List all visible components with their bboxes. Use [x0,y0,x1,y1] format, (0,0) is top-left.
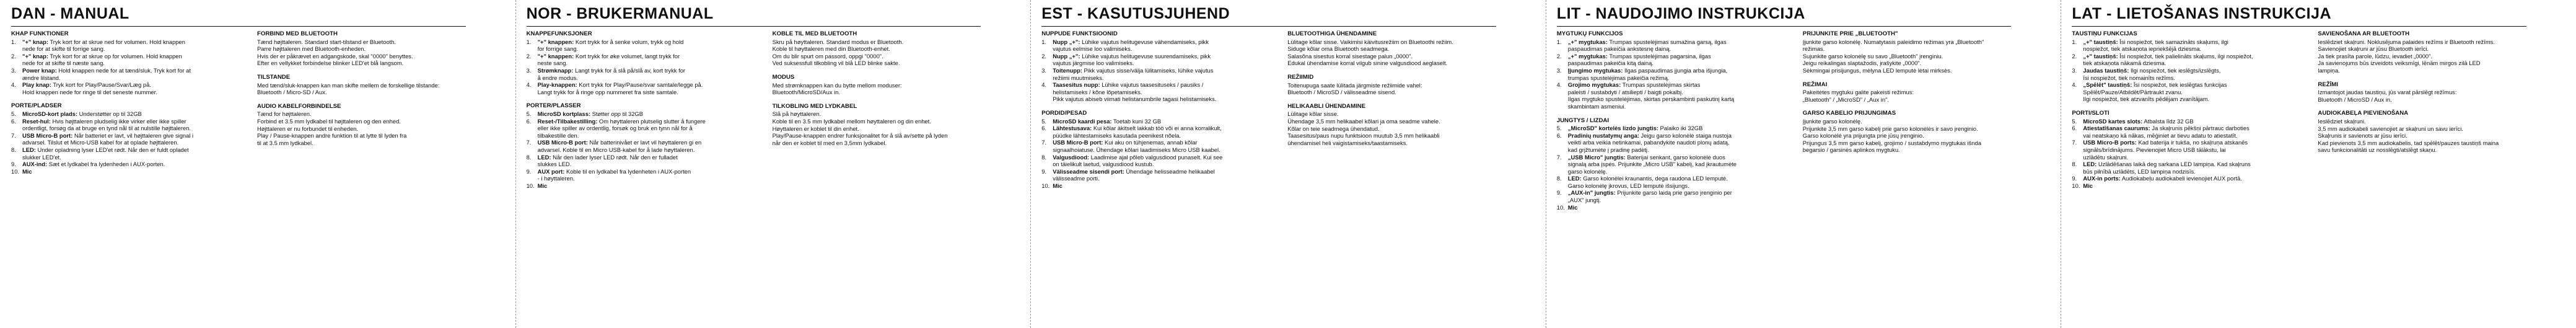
manual-page [2061,0,2576,328]
list-item [11,67,253,81]
item-text: Īsi nospiežot, tiek samazināts skaļums, ilgi nospiežot, tiek atskaņota iepriekšējā dziesma. [2083,38,2228,53]
list-item [1041,81,1283,103]
list-item [11,110,253,118]
item-label: MicroSD kaardi pesa: [1053,117,1112,125]
section-body: Lülitage kõlar sisse. Vaikimisi käivitusrežiim on Bluetoothi režiim. Siduge kõlar oma Bluetooth seadmega. Salasõna sisestus korral sisestage palun „0000". Edukal ühendamise korral vilgub sinine valgusdiood aeglaselt. [1287,38,1453,67]
item-label: Atiestatīšanas caurums: [2083,125,2150,132]
item-number: 3. [526,66,532,74]
list-item [11,118,253,132]
section-body: Izmantojot jaudas taustiņu, jūs varat pārslēgt režīmus: Bluetooth / MicroSD / Aux in. [2318,89,2457,103]
section [1041,30,1283,103]
item-text: Jeigu garso kolonėlė staiga nustoja veikti arba veikia netinkamai, pabandykite naudoti plonų adatą, kad grįžtumėte į pradinę padėtį. [1567,131,1732,153]
item-number: 4. [1556,81,1562,89]
item-text: Ühendage helisseadme helikaabel välisseadme porti. [1053,167,1215,182]
text-column [1557,30,1798,218]
section-heading: GARSO KABELIO PRIJUNGIMAS [1802,110,1896,117]
page-title: DAN - MANUAL [11,5,129,22]
list-item [527,67,768,81]
section-heading: MODUS [772,73,795,81]
list-item [11,132,253,146]
item-label: Toitenupp: [1053,66,1082,74]
list-item [1557,154,1798,175]
item-number: 8. [11,146,16,153]
item-label: Power knap: [22,66,57,74]
item-number: 7. [11,131,16,139]
item-label: „MicroSD" kortelės lizdo jungtis: [1567,125,1658,132]
item-label: "+" knap: [22,52,48,60]
section-heading: REŽIMAI [1802,81,1828,88]
section-heading: KHAP FUNKTIONER [11,30,69,37]
item-label: Pradinių nustatymų anga: [1567,131,1639,139]
item-label: Mic [2083,182,2093,189]
title-rule [11,26,466,27]
item-label: Mic [1567,203,1578,211]
item-label: "+" knappen: [537,52,574,60]
item-text: Når batteriet er lavt, vil højttaleren give signal i advarsel. Tilslut et Micro-USB kabel for at oplade højttaleren. [22,131,194,146]
item-text: Ilgi nospiežot, tiek ieslēgts/izslēgts, īsi nospiežot, tiek nomainīts režīms. [2083,66,2221,81]
item-text: Understøtter op til 32GB [77,110,142,117]
item-text: Langt trykk for å slå på/slå av, kort trykk for å endre modus. [537,66,686,81]
section-body: Med strømknappen kan du bytte mellom moduser: Bluetooth/MicroSD/Aux in. [772,81,902,96]
section [1287,74,1529,96]
item-label: „+" mygtukas: [1567,52,1608,60]
section [1803,110,2044,154]
item-text: Ja skaļrunis pēkšņi pārtrauc darboties vai neatskaņo kā nākas, mēģiniet ar tievu adatu to atiestatīt. [2083,125,2250,139]
list-item [2072,139,2313,161]
text-column [773,30,1014,153]
item-number: 2. [11,52,16,60]
item-label: LED: [537,153,551,161]
item-text: Īsi nospiežot, tiek palielināts skaļums, ilgi nospiežot, tiek atskaņota nākamā dziesma. [2083,52,2253,67]
item-number: 8. [526,153,532,161]
item-label: MicroSD kortplass: [537,110,591,117]
text-column [2072,30,2313,196]
section [773,30,1014,67]
item-number: 8. [1556,175,1562,182]
list-item [11,168,253,175]
item-number: 6. [1041,125,1047,132]
section [1557,117,1798,211]
item-label: „USB Micro" jungtis: [1567,153,1626,161]
section [1041,110,1283,190]
item-number: 7. [1556,153,1562,161]
section-body: Slå på høyttaleren. Koble til en 3.5 mm lydkabel mellom høyttaleren og din enhet. Høyttaleren er koblet til din enhet. Play/Pause-knappen endrer funksjonalitet for å slå av/sette på lyden når den er koblet til med en 3,5mm lydkabel. [772,110,948,146]
section [527,30,768,95]
page-title: LAT - LIETOŠANAS INSTRUKCIJA [2072,5,2332,22]
item-text: Prijunkite garso laidą prie garso įrenginio per „AUX" jungtį. [1567,189,1732,204]
item-text: Koble til en lydkabel fra lydenheten i AUX-porten - i høyttaleren. [537,167,691,182]
list-item [1041,38,1283,53]
list-item [2072,118,2313,125]
item-number: 7. [2072,139,2077,146]
list-item [1041,154,1283,168]
list-item [1041,118,1283,125]
page-divider [1030,0,1031,328]
item-number: 7. [1041,139,1047,146]
item-number: 4. [1041,81,1047,89]
item-label: Play-knappen: [537,81,577,89]
item-label: LED: [1567,175,1582,182]
item-label: LED: [22,146,36,153]
section-heading: REŽĪMI [2318,81,2338,88]
item-text: Lühike vajutus taasesituseks / pausiks / helistamiseks / kõne lõpetamiseks. Pikk vajutus abiseb viimati helistanumbrile tagasi helistamiseks. [1053,81,1217,103]
text-column [1803,30,2044,161]
list-item [1557,53,1798,67]
item-label: Välisseadme sisendi port: [1053,167,1124,175]
item-number: 2. [1041,52,1047,60]
section-body: Ieslēdziet skaļruni. Noklusējuma palaides režīms ir Bluetooth režīms. Savienojiet skaļruni ar jūsu Bluetooth ierīci. Ja tiek prasīta parole, lūdzu, ievadiet „0000". Ja savienojums būs izveidots veiksmīgi, lēnām mirgos zilā LED lampiņa. [2318,38,2495,74]
item-label: „+" taustiņš: [2083,38,2118,45]
list-item [527,81,768,95]
page-title: NOR - BRUKERMANUAL [526,5,714,22]
item-text: Kui kõlar äkitselt lakkab töö või ei anna korralikult, püüdke lähtestamiseks kasutada peenikest nõela. [1053,125,1222,139]
item-number: 9. [2072,175,2077,182]
title-rule [1557,26,2012,27]
section [1557,30,1798,110]
item-number: 6. [1556,131,1562,139]
section-body: Ieslēdziet skaļruni. 3,5 mm audiokabeli savienojiet ar skaļruni un savu ierīci. Skaļrunis ir savienots ar jūsu ierīci. Kad pievienots 3,5 mm audiokabelis, tad spēlēt/pauzes taustiņš maina savu funkcionalitāti uz nosslēgti/atslēgt skaņu. [2318,117,2499,154]
title-rule [2072,26,2526,27]
section [2318,110,2559,154]
item-text: Toetab kuni 32 GB [1111,117,1162,125]
list-item [11,38,253,53]
item-number: 10. [526,182,535,189]
section-body: Įjunkite garso kolonėlę. Prijunkite 3,5 mm garso kabelį prie garso kolonėlės ir savo įrenginio. Garso kolonėlė yra prijungta prie jūsų įrenginio. Prijungus 3,5 mm garso kabelį, grojimo / sustabdymo mygtukas išnda begarsio / garsinės aplinkos mygtuku. [1802,117,1981,154]
item-text: Tryk kort for at skrue op for volumen. Hold knappen nede for at skifte til næste sang. [22,52,182,67]
list-item [2072,81,2313,103]
item-number: 2. [2072,52,2077,60]
section-heading: PORTE/PLADSER [11,102,62,110]
item-text: Uzlādēšanas laikā deg sarkana LED lampiņa. Kad skaļruns būs pilnībā uzlādēts, LED lampiņa nodzisīs. [2083,161,2251,175]
list-item [1041,125,1283,139]
item-number: 9. [11,161,16,168]
section-body: Med tænd/sluk-knappen kan man skifte mellem de forskellige tilstande: Bluetooth / Micro-SD / Aux. [257,81,440,96]
section-heading: KOBLE TIL MED BLUETOOTH [772,30,857,37]
manual-page [0,0,515,328]
section [1803,30,2044,74]
item-text: Kad baterija ir tukša, no skaļruņa atskanēs signāls/brīdinājums. Pievienojiet Micro USB tālākstu, lai uzlādētu skaļruni. [2083,139,2248,161]
item-label: USB Micro-B port: [22,131,73,139]
section-heading: FORBIND MED BLUETOOTH [257,30,338,37]
list-item [1557,204,1798,211]
item-number: 5. [1041,117,1047,125]
page-divider [515,0,516,328]
item-label: USB Micro-B port: [1053,139,1103,146]
item-text: Kort trykk for Play/Pause/svar samtale/legge på. Langt trykk for å ringe opp nummeret fra siste samtale. [537,81,703,95]
item-number: 9. [526,167,532,175]
item-label: Grojimo mygtukas: [1567,81,1621,89]
list-item [2072,67,2313,81]
manual-page [1546,0,2061,328]
item-label: AUX-in ports: [2083,175,2121,182]
item-number: 7. [526,139,532,146]
section [773,103,1014,147]
section-heading: NUPPUDE FUNKTSIOONID [1041,30,1118,37]
section [773,74,1014,96]
list-item [527,118,768,140]
item-label: Valgusdiood: [1053,153,1090,161]
text-column [1041,30,1283,196]
section [257,74,499,96]
item-text: Tryk kort for Play/Pause/Svar/Læg på. Hold knappen nede for ringe til det seneste nummer. [22,81,157,95]
text-column [527,30,768,196]
section-heading: AUDIO KABELFORBINDELSE [257,102,341,110]
item-text: Ilgas paspaudimas įjungia arba išjungia, trumpas spustelėjimas pakeičia režimą. [1567,66,1728,81]
list-item [527,139,768,153]
item-number: 1. [1556,38,1562,45]
item-number: 10. [1556,203,1565,211]
item-text: Under opladning lyser LED'et rødt. Når den er fuldt opladet slukker LED'et. [22,146,189,161]
list-item [1557,175,1798,189]
item-number: 8. [2072,161,2077,168]
item-text: Pikk vajutus sisse/välja lülitamiseks, lühike vajutus režiimi muutmiseks. [1053,66,1214,81]
item-text: Garso kolonėlei kraunantis, dega raudona LED lemputė. Garso kolonėlę įkrovus, LED lemputė išsijungs. [1567,175,1728,189]
list-item [2072,175,2313,182]
page-title: EST - KASUTUSJUHEND [1041,5,1230,22]
list-item [527,110,768,118]
item-label: MicroSD kartes slots: [2083,117,2143,125]
section-heading: TILKOBLING MED LYDKABEL [772,102,857,110]
item-text: Når batterinivået er lavt vil høyttaleren gi en advarsel. Koble til en Micro USB-kabel for å lade høyttaleren. [537,139,702,153]
item-label: Įjungimo mygtukas: [1567,66,1623,74]
item-number: 3. [1041,66,1047,74]
item-label: Taasesitus nupp: [1053,81,1100,89]
manual-page [1030,0,1546,328]
item-number: 6. [526,117,532,125]
section-heading: JUNGTYS / LIZDAI [1556,117,1610,124]
item-label: USB Micro-B port: [537,139,588,146]
section-heading: REŽIIMID [1287,73,1314,81]
section-body: Skru på høyttaleren. Standard modus er Bluetooth. Koble til høyttaleren med din Bluetooth-enhet. Om du blir spurt om passord, oppgi "0000". Ved suksessfull tilkobling vil blå LED blinke sakte. [772,38,904,67]
section-heading: HELIKAABLI ÜHENDAMINE [1287,102,1365,110]
list-item [527,38,768,53]
item-text: Trumpas spustelėjimas pagarsina, ilgas paspaudimas pakeičia kitą dainą. [1567,52,1711,67]
item-number: 4. [526,81,532,89]
list-item [11,53,253,67]
section [527,102,768,189]
section-heading: PRIJUNKITE PRIE „BLUETOOTH" [1802,30,1898,37]
section [2318,81,2559,104]
section [1287,103,1529,147]
section-body: Įjunkite garso kolonėlę. Numatytasis paleidimo režimas yra „Bluetooth" režimas. Sujunkite garso kolonėlę su savo „Bluetooth" įrenginiu. Jeigu reikalingas slaptažodis, įrašykite „0000". Sėkmingai prisijungus, mėlyna LED lemputė lėtai mirksės. [1802,38,1984,74]
item-text: Laadimise ajal põleb valgusdiood punaselt. Kui see on täielikult laetud, valgusdiood kustub. [1053,153,1223,168]
item-text: Lühike vajutus helitugevuse suurendamiseks, pikk vajutus järgmise loo valimiseks. [1053,52,1211,67]
item-text: Støtter opp til 32GB [590,110,643,117]
item-label: Play knap: [22,81,51,89]
item-text: Sæt et lydkabel fra lydenheden i AUX-porten. [47,161,165,168]
item-text: Trumpas spustelėjimas skirtas paleisti / sustabdyti / atsiliepti / baigti pokalbį. Ilgas mygtuko spustelėjimas, skirtas perskambinti paskutinį kartą skambintam asmeniui. [1567,81,1735,110]
item-label: AUX port: [537,167,565,175]
list-item [1041,168,1283,182]
section [2318,30,2559,74]
section-body: Toitenupuga saate lülitada järgmiste režiimide vahel: Bluetooth / MicroSD / välisseadme sisend. [1287,81,1422,96]
list-item [527,168,768,182]
section-heading: MYGTUKŲ FUNKCIJOS [1556,30,1623,37]
section-heading: BLUETOOTHIGA ÜHENDAMINE [1287,30,1377,37]
list-item [1557,67,1798,81]
item-label: AUX-ind: [22,161,48,168]
item-number: 9. [1556,189,1562,197]
section-heading: TILSTANDE [257,73,291,81]
list-item [527,53,768,67]
section-body: Tænd for højttaleren. Forbind et 3.5 mm lydkabel til højttaleren og den enhed. Højttaleren er nu forbundet til enheden. Play / Pause-knappen andre funktion til at lytte til lyden fra til at 3.5 mm lydkabel. [257,110,407,146]
item-number: 5. [1556,125,1562,132]
section [1803,81,2044,104]
item-number: 2. [1556,52,1562,60]
item-number: 8. [1041,153,1047,161]
item-label: „+" taustiņš: [2083,52,2118,60]
section-body: Pakeitėtes mygtuku galite pakeisti režimus: „Bluetooth" / „MicroSD" / „Aux in". [1802,89,1914,103]
item-number: 10. [11,167,20,175]
item-text: Hold knappen nede for at tænd/sluk. Tryk kort for at ændre lilstand. [22,66,191,81]
manual-page [515,0,1031,328]
item-label: Strømknapp: [537,66,574,74]
text-column [1287,30,1529,153]
item-label: LED: [2083,161,2097,168]
item-text: Trumpas spustelėjimas sumažina garsą, ilgas paspaudimas pakeičia ankstesnę dainą. [1567,38,1727,53]
list-item [1557,125,1798,132]
item-label: USB Micro-B ports: [2083,139,2137,146]
section-heading: KNAPPEFUNKSJONER [526,30,592,37]
section-heading: SAVIENOŠANA AR BLUETOOTH [2318,30,2410,37]
section-body: Tænd højttaleren. Standard start-tilstand er Bluetooth. Parre højttaleren med Bluetooth-enheden. Hvis der er påkrævet en adgangskode, skal "0000" benyttes. Efter en vellykket forbindelse blinker LED'et blå langsom. [257,38,413,67]
item-number: 3. [2072,66,2077,74]
item-text: Tryk kort for at skrue ned for volumen. Hold knappen nede for at skifte til forrige sang. [22,38,185,53]
list-item [527,182,768,190]
item-number: 1. [526,38,532,45]
list-item [2072,161,2313,175]
text-column [257,30,499,153]
item-number: 5. [11,110,16,117]
item-number: 4. [2072,81,2077,89]
item-label: Nupp „+": [1053,52,1080,60]
item-label: Mic [22,167,32,175]
section [11,30,253,95]
item-number: 6. [2072,125,2077,132]
item-text: Når den lader lyser LED rødt. Når den er fulladet slukkes LED. [537,153,678,168]
item-number: 3. [11,66,16,74]
section [257,30,499,67]
item-number: 2. [526,52,532,60]
item-label: Jaudas taustiņš: [2083,66,2129,74]
list-item [11,81,253,95]
item-number: 10. [1041,182,1050,189]
title-rule [1041,26,1496,27]
item-label: Nupp „+": [1053,38,1080,45]
section [11,102,253,175]
item-text: Īsi nospiežot, tiek ieslēgtas funkcijas Spēlēt/Pauze/Atbildēt/Pārtraukt zvanu. Ilgi nospiežot, tiek atzvanīts pēdējam zvanītājam. [2083,81,2227,103]
text-column [11,30,253,182]
item-number: 6. [11,117,16,125]
list-item [11,146,253,161]
item-number: 1. [11,38,16,45]
item-label: Reset-hul: [22,117,51,125]
list-item [2072,182,2313,190]
list-item [2072,125,2313,139]
item-number: 10. [2072,182,2080,189]
list-item [2072,38,2313,53]
page-title: LIT - NAUDOJIMO INSTRUKCIJA [1556,5,1805,22]
item-label: Lähtestusava: [1053,125,1092,132]
item-label: Reset-/Tilbakestilling: [537,117,598,125]
item-number: 4. [11,81,16,89]
item-label: Mic [1053,182,1062,189]
item-number: 5. [2072,117,2077,125]
item-label: „+" mygtukas: [1567,38,1608,45]
list-item [527,154,768,168]
item-label: „Spēlēt" taustiņš: [2083,81,2132,89]
list-item [1557,132,1798,154]
section-body: Lülitage kõlar sisse. Ühendage 3,5 mm helikaabel kõlari ja oma seadme vahele. Kõlar on teie seadmega ühendatud. Taasesitus/paus nupu funktsioon muutub 3,5 mm helikaabli ühendamisel heli vaigistamiseks/taastamiseks. [1287,110,1440,146]
list-item [1041,53,1283,67]
list-item [1557,38,1798,53]
item-number: 1. [2072,38,2077,45]
item-label: "+" knappen: [537,38,574,45]
list-item [1041,182,1283,190]
item-number: 3. [1556,66,1562,74]
section [1287,30,1529,67]
list-item [1557,189,1798,203]
title-rule [527,26,981,27]
section-heading: PORTER/PLASSER [526,102,581,110]
item-text: Audiokabeļu audiokabeli ievienojiet AUX portā. [2120,175,2242,182]
list-item [11,161,253,168]
section [257,103,499,147]
item-text: Lühike vajutus helitugevuse vähendamiseks, pikk vajutus eelmise loo valimiseks. [1053,38,1209,53]
item-label: MicroSD-kort plads: [22,110,78,117]
item-number: 5. [526,110,532,117]
item-label: "+" knap: [22,38,48,45]
item-label: „AUX-in" jungtis: [1567,189,1616,197]
item-text: Kort trykk for å senke volum, trykk og hold for forrige sang. [537,38,684,53]
list-item [1041,67,1283,81]
section-heading: TAUSTIŅU FUNKCIJAS [2072,30,2137,37]
item-text: Kort trykk for øke volumet, langt trykk for neste sang. [537,52,680,67]
list-item [1557,81,1798,110]
text-column [2318,30,2559,161]
item-number: 9. [1041,167,1047,175]
section-heading: PORDID/PESAD [1041,109,1087,117]
item-label: Mic [537,182,548,189]
item-text: Kui aku on tühjenemas, annab kõlar signaalhoiatuse. Ühendage kõlari laadimiseks Micro USB kaabel. [1053,139,1220,153]
item-text: Atbalsta līdz 32 GB [2142,117,2194,125]
item-text: Om høyttaleren plutselig slutter å fungere eller ikke spiller av ordentlig, forsøk og bruk en tynn nål for å tilbakestille den. [537,117,706,139]
item-number: 1. [1041,38,1047,45]
item-text: Palaiko iki 32GB [1658,125,1703,132]
section-heading: PORTI/SLOTI [2072,109,2109,117]
item-text: Hvis højttaleren pludselig ikke virker eller ikke spiller ordentligt, forsøg da at bruge en tynd nål til at nulstille højttaleren. [22,117,191,132]
section-heading: AUDIOKABEĻA PIEVIENOŠANA [2318,110,2409,117]
list-item [2072,53,2313,67]
section [2072,110,2313,190]
section [2072,30,2313,103]
item-text: Baterijai senkant, garso kolonėlė duos signalą arba įspės. Prijunkite „Micro USB" kabelį, kad įkrautumėte garso kolonėlę. [1567,153,1737,175]
list-item [1041,139,1283,153]
